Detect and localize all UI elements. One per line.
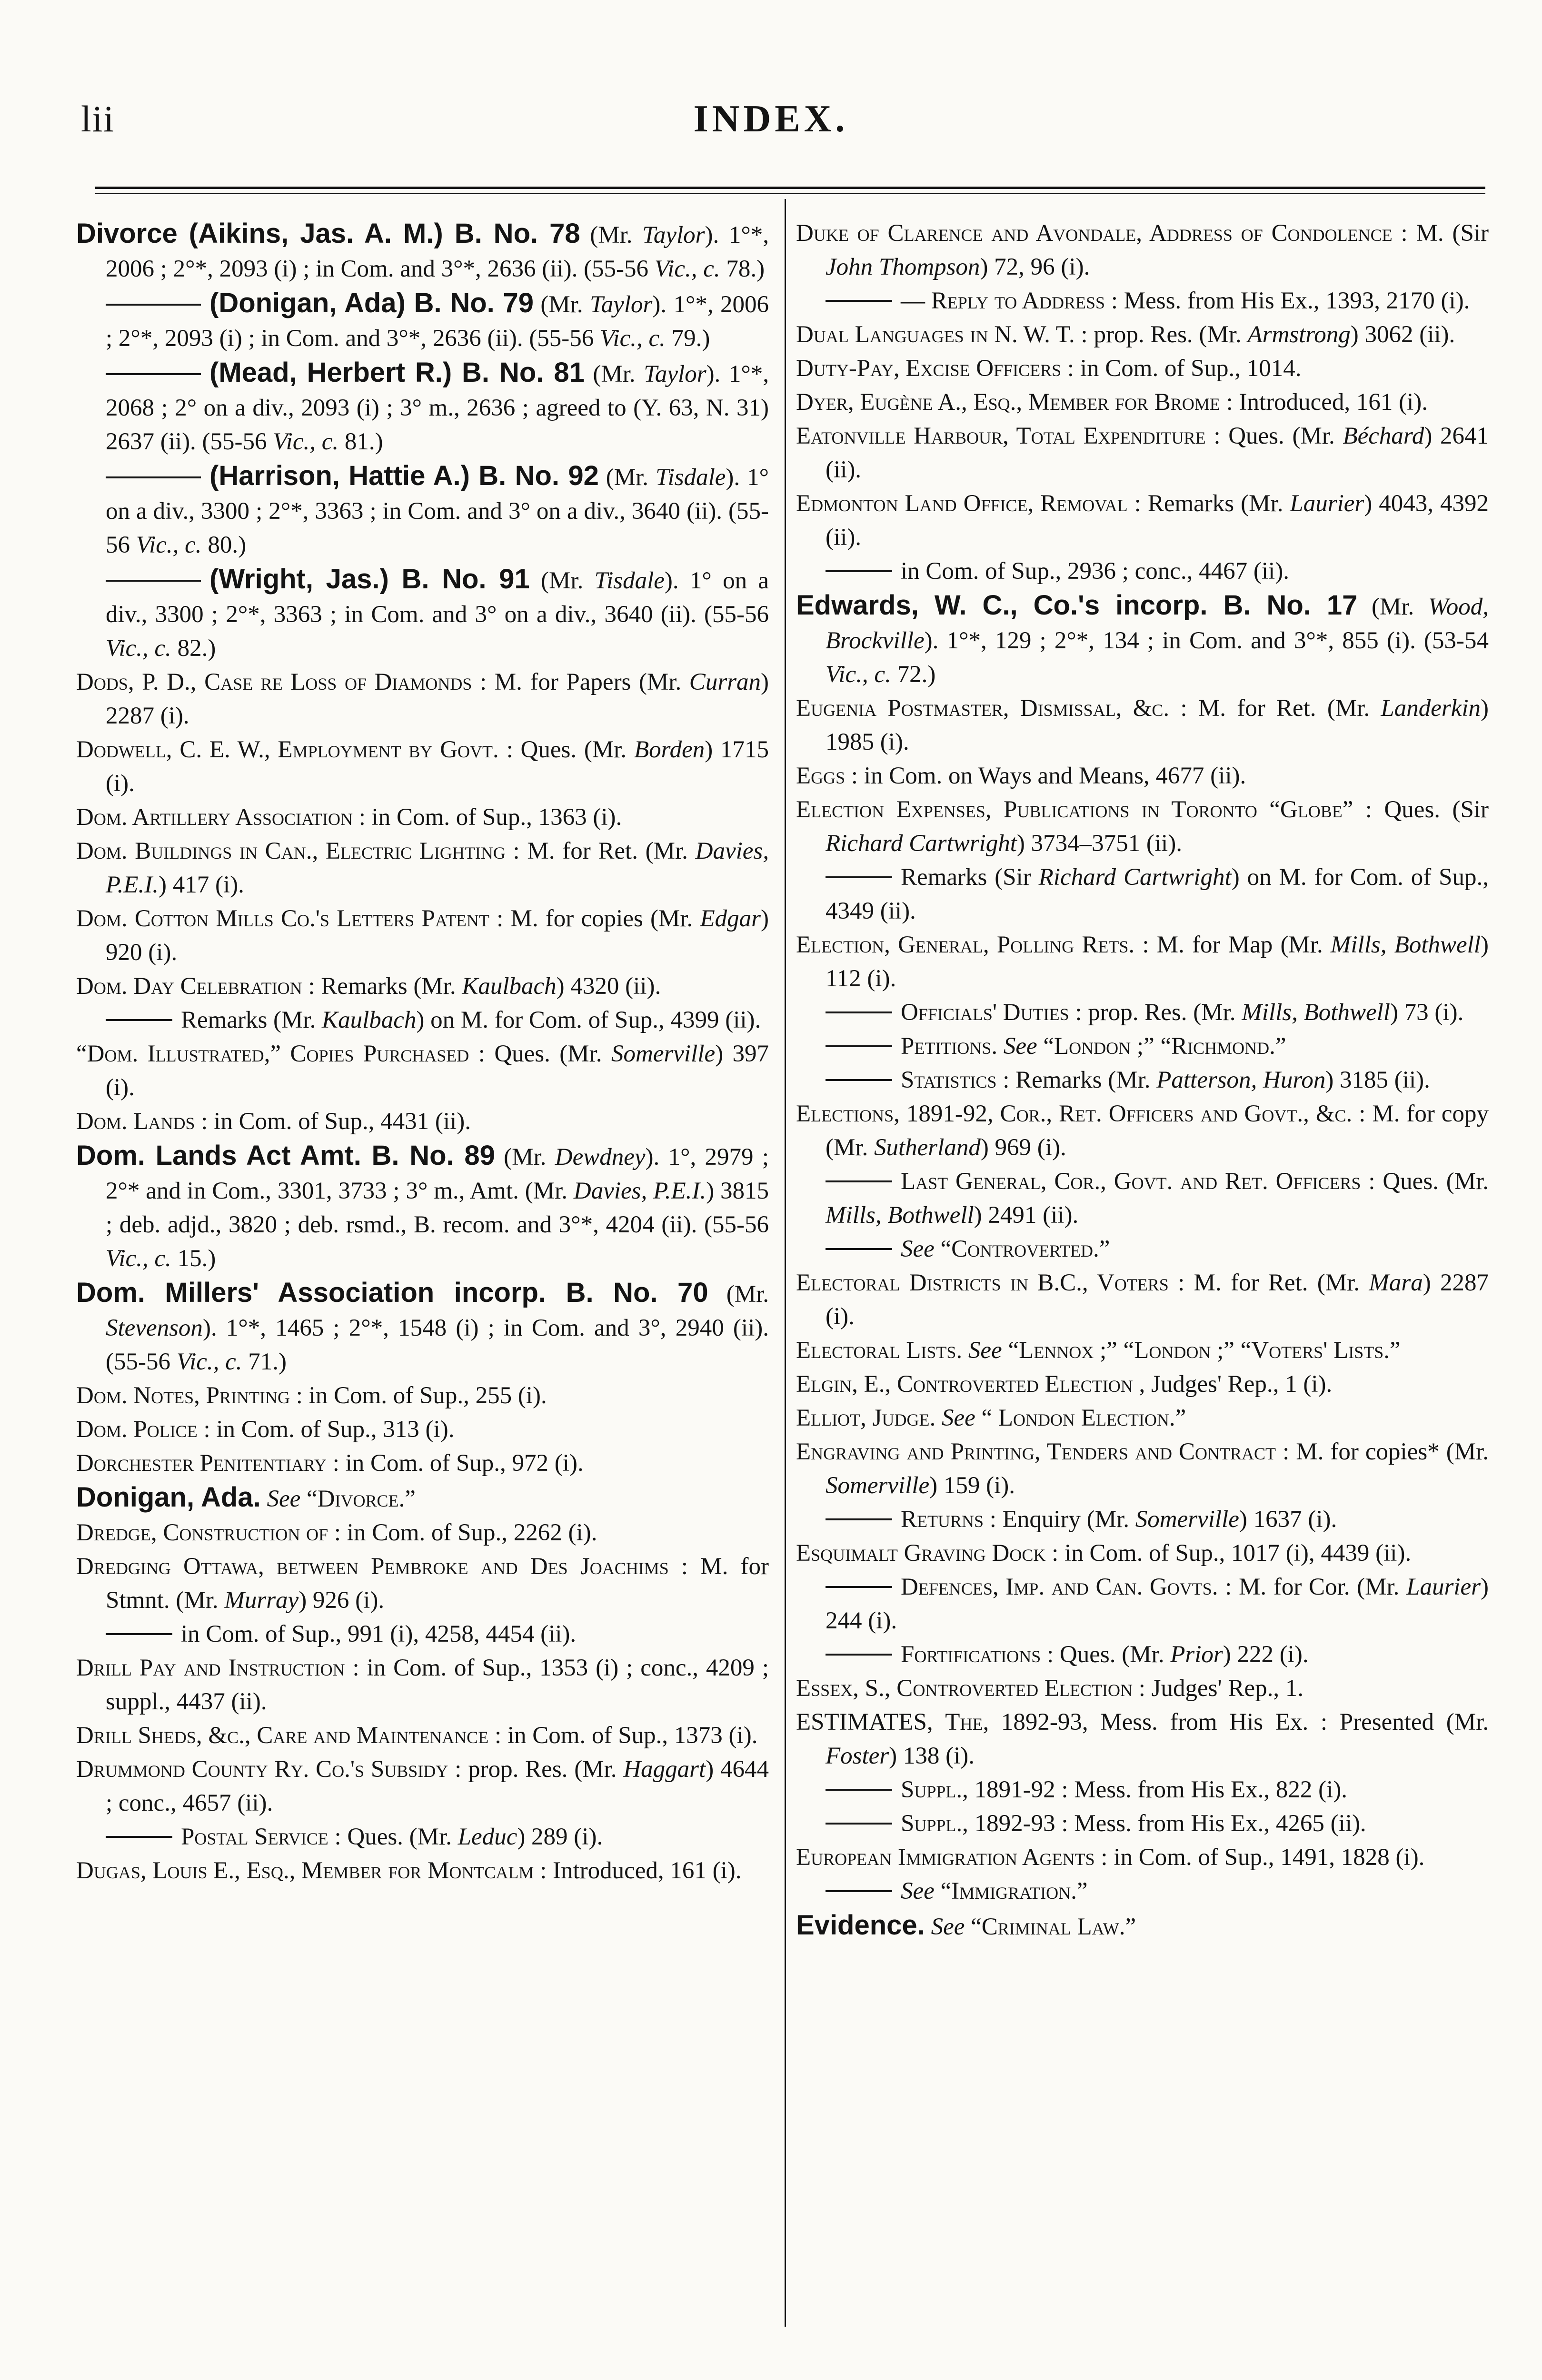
index-entry: “Dom. Illustrated,” Copies Purchased : Ques. (Mr. Somerville) 397 (i). (76, 1041, 769, 1101)
index-entry: Dom. Notes, Printing : in Com. of Sup., 255 (i). (76, 1382, 547, 1409)
index-entry: Eugenia Postmaster, Dismissal, &c. : M. for Ret. (Mr. Landerkin) 1985 (i). (796, 695, 1489, 755)
index-subentry: Defences, Imp. and Can. Govts. : M. for Cor. (Mr. Laurier) 244 (i). (826, 1574, 1489, 1634)
index-entry: Dodwell, C. E. W., Employment by Govt. : Ques. (Mr. Borden) 1715 (i). (76, 736, 769, 797)
index-subentry: in Com. of Sup., 991 (i), 4258, 4454 (ii). (76, 1617, 769, 1651)
header-rule-thick (95, 187, 1485, 189)
index-entry: Dom. Day Celebration : Remarks (Mr. Kaulbach) 4320 (ii). (76, 973, 661, 1000)
page-title: INDEX. (693, 98, 849, 140)
index-subentry: Fortifications : Ques. (Mr. Prior) 222 (i). (796, 1638, 1489, 1672)
index-entry: European Immigration Agents : in Com. of Sup., 1491, 1828 (i). (796, 1844, 1425, 1871)
index-entry: Dorchester Penitentiary : in Com. of Sup., 972 (i). (76, 1450, 584, 1477)
index-entry: Dom. Millers' Association incorp. B. No. 70 (Mr. Stevenson). 1°*, 1465 ; 2°*, 1548 (i) ; in Com. and 3°, 2940 (ii). (55-56 Vic., c. 71.) (76, 1277, 769, 1375)
index-subentry: Remarks (Sir Richard Cartwright) on M. for Com. of Sup., 4349 (ii). (826, 864, 1489, 924)
index-entry: ESTIMATES, The, 1892-93, Mess. from His Ex. : Presented (Mr. Foster) 138 (i). (796, 1709, 1489, 1769)
index-subentry: Last General, Cor., Govt. and Ret. Officers : Ques. (Mr. Mills, Bothwell) 2491 (ii). (826, 1168, 1489, 1229)
page-number: lii (81, 98, 115, 139)
index-entry: Eatonville Harbour, Total Expenditure : Ques. (Mr. Béchard) 2641 (ii). (796, 423, 1489, 483)
index-subentry: — Reply to Address : Mess. from His Ex., 1393, 2170 (i). (796, 284, 1489, 318)
index-entry: Drill Sheds, &c., Care and Maintenance : in Com. of Sup., 1373 (i). (76, 1722, 758, 1749)
index-entry: Drummond County Ry. Co.'s Subsidy : prop. Res. (Mr. Haggart) 4644 ; conc., 4657 (ii). (76, 1756, 769, 1816)
index-entry: Evidence. See “Criminal Law.” (796, 1910, 1136, 1941)
index-entry: Essex, S., Controverted Election : Judges' Rep., 1. (796, 1675, 1304, 1702)
header-rule-thin (95, 193, 1485, 194)
index-entry: Dredging Ottawa, between Pembroke and Des Joachims : M. for Stmnt. (Mr. Murray) 926 (i). (76, 1553, 769, 1614)
right-column (796, 217, 1489, 1944)
index-entry: Dugas, Louis E., Esq., Member for Montcalm : Introduced, 161 (i). (76, 1857, 742, 1884)
index-entry: Duke of Clarence and Avondale, Address of Condolence : M. (Sir John Thompson) 72, 96 (i). (796, 220, 1489, 280)
left-column (76, 217, 769, 1888)
index-entry: Dom. Cotton Mills Co.'s Letters Patent : M. for copies (Mr. Edgar) 920 (i). (76, 905, 769, 966)
index-entry: Dual Languages in N. W. T. : prop. Res. (Mr. Armstrong) 3062 (ii). (796, 321, 1455, 348)
index-entry: Dom. Buildings in Can., Electric Lighting : M. for Ret. (Mr. Davies, P.E.I.) 417 (i). (76, 838, 769, 898)
index-subentry: (Wright, Jas.) B. No. 91 (Mr. Tisdale). 1° on a div., 3300 ; 2°*, 3363 ; in Com. and 3° on a div., 3640 (ii). (55-56 Vic., c. 82.) (106, 564, 769, 662)
index-entry: Dyer, Eugène A., Esq., Member for Brome : Introduced, 161 (i). (796, 389, 1428, 416)
index-entry: Elliot, Judge. See “ London Election.” (796, 1405, 1186, 1431)
index-entry: Election Expenses, Publications in Toronto “Globe” : Ques. (Sir Richard Cartwright) 3734–3751 (ii). (796, 796, 1489, 857)
index-subentry: Returns : Enquiry (Mr. Somerville) 1637 (i). (796, 1503, 1489, 1537)
index-entry: Duty-Pay, Excise Officers : in Com. of Sup., 1014. (796, 355, 1302, 382)
index-entry: Edmonton Land Office, Removal : Remarks (Mr. Laurier) 4043, 4392 (ii). (796, 490, 1489, 551)
index-entry: Eggs : in Com. on Ways and Means, 4677 (ii). (796, 763, 1246, 789)
index-subentry: Postal Service : Ques. (Mr. Leduc) 289 (i). (76, 1820, 769, 1854)
index-subentry: Remarks (Mr. Kaulbach) on M. for Com. of Sup., 4399 (ii). (76, 1003, 769, 1037)
index-subentry: (Mead, Herbert R.) B. No. 81 (Mr. Taylor). 1°*, 2068 ; 2° on a div., 2093 (i) ; 3° m., 2636 ; agreed to (Y. 63, N. 31) 2637 (ii). (55-56 Vic., c. 81.) (106, 357, 769, 455)
index-entry: Dom. Lands : in Com. of Sup., 4431 (ii). (76, 1108, 471, 1135)
index-subentry: Suppl., 1892-93 : Mess. from His Ex., 4265 (ii). (796, 1807, 1489, 1841)
index-entry: Esquimalt Graving Dock : in Com. of Sup., 1017 (i), 4439 (ii). (796, 1540, 1412, 1567)
index-subentry: Officials' Duties : prop. Res. (Mr. Mills, Bothwell) 73 (i). (796, 996, 1489, 1030)
index-subentry: See “Controverted.” (796, 1232, 1489, 1266)
index-entry: Dredge, Construction of : in Com. of Sup., 2262 (i). (76, 1519, 597, 1546)
index-subentry: Statistics : Remarks (Mr. Patterson, Huron) 3185 (ii). (796, 1063, 1489, 1097)
index-subentry: Petitions. See “London ;” “Richmond.” (796, 1030, 1489, 1063)
index-entry: Engraving and Printing, Tenders and Contract : M. for copies* (Mr. Somerville) 159 (i). (796, 1438, 1489, 1499)
index-subentry: (Donigan, Ada) B. No. 79 (Mr. Taylor). 1°*, 2006 ; 2°*, 2093 (i) ; in Com. and 3°*, 2636 (ii). (55-56 Vic., c. 79.) (106, 288, 769, 352)
index-entry: Drill Pay and Instruction : in Com. of Sup., 1353 (i) ; conc., 4209 ; suppl., 4437 (ii). (76, 1655, 769, 1715)
index-entry: Dom. Artillery Association : in Com. of Sup., 1363 (i). (76, 804, 622, 831)
index-entry: Edwards, W. C., Co.'s incorp. B. No. 17 (Mr. Wood, Brockville). 1°*, 129 ; 2°*, 134 ; in Com. and 3°*, 855 (i). (53-54 Vic., c. 72.) (796, 590, 1489, 688)
index-entry: Dom. Police : in Com. of Sup., 313 (i). (76, 1416, 455, 1443)
index-subentry: See “Immigration.” (796, 1874, 1489, 1908)
index-entry: Divorce (Aikins, Jas. A. M.) B. No. 78 (Mr. Taylor). 1°*, 2006 ; 2°*, 2093 (i) ; in Com. and 3°*, 2636 (ii). (55-56 Vic., c. 78.) (76, 218, 769, 282)
index-subentry: in Com. of Sup., 2936 ; conc., 4467 (ii). (796, 555, 1489, 588)
index-entry: Donigan, Ada. See “Divorce.” (76, 1482, 416, 1513)
index-subentry: (Harrison, Hattie A.) B. No. 92 (Mr. Tisdale). 1° on a div., 3300 ; 2°*, 3363 ; in Com. and 3° on a div., 3640 (ii). (55-56 Vic., c. 80.) (106, 460, 769, 558)
column-divider (785, 199, 786, 2327)
index-entry: Elections, 1891-92, Cor., Ret. Officers and Govt., &c. : M. for copy (Mr. Sutherland) 969 (i). (796, 1101, 1489, 1161)
index-entry: Electoral Districts in B.C., Voters : M. for Ret. (Mr. Mara) 2287 (i). (796, 1269, 1489, 1330)
index-entry: Dods, P. D., Case re Loss of Diamonds : M. for Papers (Mr. Curran) 2287 (i). (76, 669, 769, 729)
index-entry: Dom. Lands Act Amt. B. No. 89 (Mr. Dewdney). 1°, 2979 ; 2°* and in Com., 3301, 3733 ; 3° m., Amt. (Mr. Davies, P.E.I.) 3815 ; deb. adjd., 3820 ; deb. rsmd., B. recom. and 3°*, 4204 (ii). (55-56 Vic., c. 15.) (76, 1140, 769, 1272)
index-entry: Elgin, E., Controverted Election , Judges' Rep., 1 (i). (796, 1371, 1333, 1398)
index-entry: Election, General, Polling Rets. : M. for Map (Mr. Mills, Bothwell) 112 (i). (796, 932, 1489, 992)
index-entry: Electoral Lists. See “Lennox ;” “London ;” “Voters' Lists.” (796, 1337, 1401, 1364)
index-subentry: Suppl., 1891-92 : Mess. from His Ex., 822 (i). (796, 1773, 1489, 1807)
